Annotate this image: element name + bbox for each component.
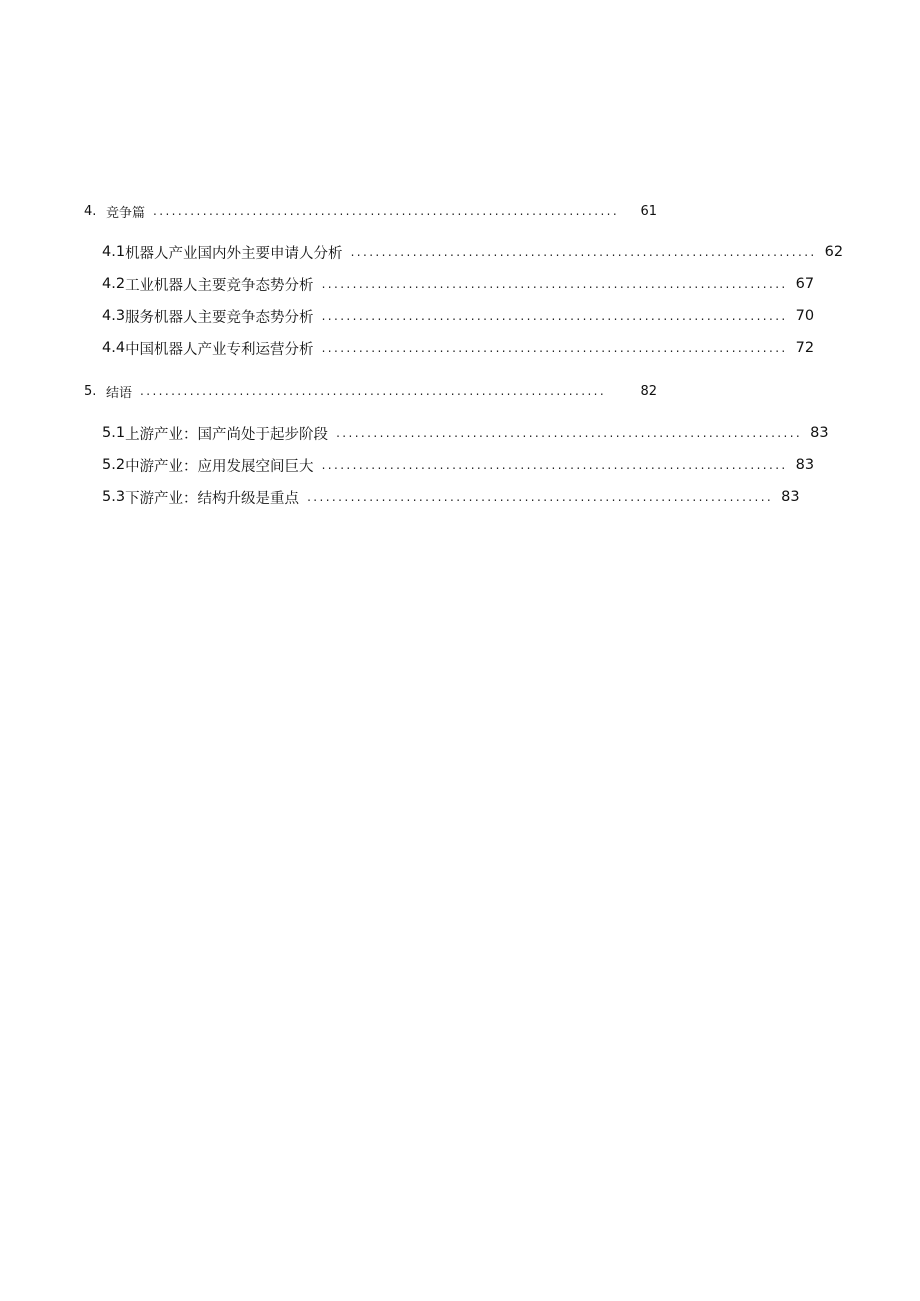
toc-leader-dots: ...........................................................................	[321, 341, 788, 355]
toc-entry-number: 5.2	[102, 457, 126, 473]
toc-leader-dots: ...........................................................................	[350, 245, 817, 259]
toc-entry-5-2[interactable]	[102, 454, 815, 476]
toc-leader-dots: ...........................................................................	[321, 458, 788, 472]
toc-entry-section-4[interactable]	[84, 200, 657, 222]
toc-entry-number: 4.3	[102, 308, 126, 324]
toc-entry-4-1[interactable]	[102, 241, 844, 263]
toc-leader-dots: ...........................................................................	[140, 384, 607, 398]
toc-entry-number: 4.	[84, 203, 97, 219]
toc-leader-dots: ...........................................................................	[153, 204, 620, 218]
toc-entry-5-3[interactable]	[102, 486, 800, 508]
toc-entry-page: 62	[824, 244, 844, 260]
toc-entry-number: 4.1	[102, 244, 126, 260]
toc-entry-page: 67	[795, 276, 815, 292]
toc-entry-title: 机器人产业国内外主要申请人分析	[125, 245, 343, 262]
toc-entry-number: 5.3	[102, 489, 126, 505]
toc-entry-5-1[interactable]	[102, 422, 829, 444]
toc-entry-4-3[interactable]	[102, 305, 815, 327]
toc-entry-title: 工业机器人主要竞争态势分析	[125, 277, 314, 294]
toc-entry-page: 70	[795, 308, 815, 324]
toc-leader-dots: ...........................................................................	[321, 277, 788, 291]
toc-entry-4-4[interactable]	[102, 337, 815, 359]
toc-entry-title: 竞争篇	[106, 205, 146, 221]
toc-entry-page: 61	[640, 203, 657, 219]
toc-entry-page: 83	[810, 425, 829, 441]
toc-entry-title: 服务机器人主要竞争态势分析	[125, 309, 314, 326]
toc-entry-page: 82	[640, 383, 657, 399]
toc-entry-page: 83	[795, 457, 815, 473]
toc-entry-title: 中国机器人产业专利运营分析	[125, 341, 314, 358]
toc-entry-section-5[interactable]	[84, 380, 657, 402]
toc-entry-title: 中游产业：应用发展空间巨大	[125, 458, 314, 475]
toc-entry-number: 5.	[84, 383, 97, 399]
toc-entry-page: 83	[781, 489, 800, 505]
toc-entry-4-2[interactable]	[102, 273, 815, 295]
toc-entry-number: 4.4	[102, 340, 126, 356]
toc-leader-dots: ...........................................................................	[321, 309, 788, 323]
toc-entry-number: 4.2	[102, 276, 126, 292]
toc-entry-title: 上游产业：国产尚处于起步阶段	[125, 426, 329, 443]
toc-entry-title: 结语	[106, 385, 133, 401]
toc-leader-dots: ...........................................................................	[336, 426, 803, 440]
toc-entry-number: 5.1	[102, 425, 126, 441]
toc-entry-page: 72	[795, 340, 815, 356]
toc-entry-title: 下游产业：结构升级是重点	[125, 490, 300, 507]
toc-leader-dots: ...........................................................................	[307, 490, 774, 504]
